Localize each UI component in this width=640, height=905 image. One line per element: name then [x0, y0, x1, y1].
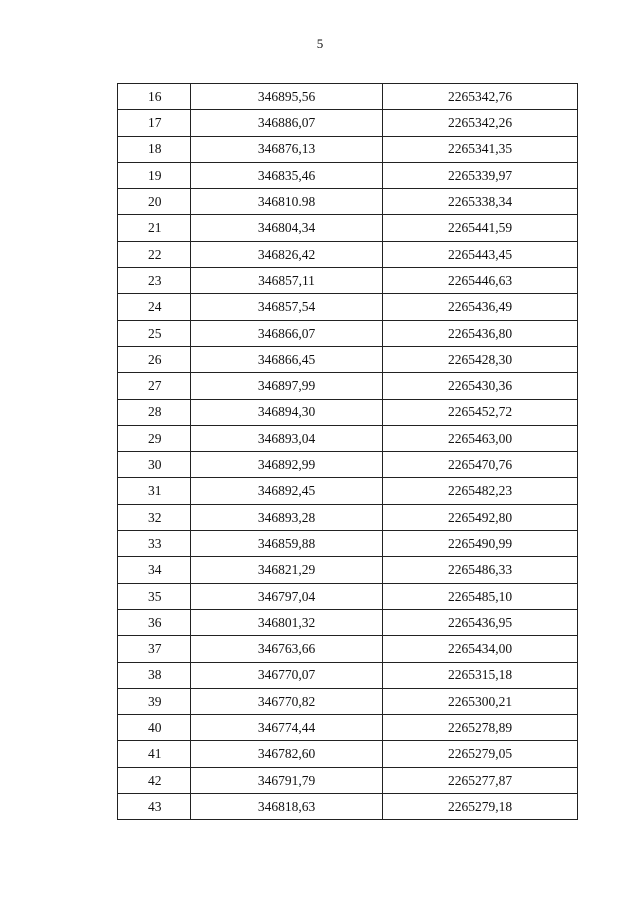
y-coordinate-cell: 2265428,30 [383, 346, 578, 372]
y-coordinate-cell: 2265342,76 [383, 84, 578, 110]
x-coordinate-cell: 346886,07 [191, 110, 383, 136]
point-number-cell: 41 [118, 741, 191, 767]
y-coordinate-cell: 2265278,89 [383, 715, 578, 741]
y-coordinate-cell: 2265342,26 [383, 110, 578, 136]
table-row [118, 452, 578, 478]
point-number-cell: 29 [118, 425, 191, 451]
y-coordinate-cell: 2265486,33 [383, 557, 578, 583]
table-row [118, 688, 578, 714]
y-coordinate-cell: 2265482,23 [383, 478, 578, 504]
point-number-cell: 38 [118, 662, 191, 688]
y-coordinate-cell: 2265279,18 [383, 794, 578, 820]
y-coordinate-cell: 2265443,45 [383, 241, 578, 267]
table-row [118, 662, 578, 688]
y-coordinate-cell: 2265338,34 [383, 189, 578, 215]
table-row [118, 215, 578, 241]
y-coordinate-cell: 2265492,80 [383, 504, 578, 530]
y-coordinate-cell: 2265485,10 [383, 583, 578, 609]
coordinates-table-body [118, 84, 578, 820]
x-coordinate-cell: 346770,07 [191, 662, 383, 688]
y-coordinate-cell: 2265430,36 [383, 373, 578, 399]
y-coordinate-cell: 2265441,59 [383, 215, 578, 241]
x-coordinate-cell: 346892,45 [191, 478, 383, 504]
point-number-cell: 17 [118, 110, 191, 136]
point-number-cell: 35 [118, 583, 191, 609]
point-number-cell: 22 [118, 241, 191, 267]
x-coordinate-cell: 346857,11 [191, 268, 383, 294]
table-row [118, 189, 578, 215]
y-coordinate-cell: 2265300,21 [383, 688, 578, 714]
x-coordinate-cell: 346804,34 [191, 215, 383, 241]
point-number-cell: 40 [118, 715, 191, 741]
table-row [118, 110, 578, 136]
y-coordinate-cell: 2265452,72 [383, 399, 578, 425]
x-coordinate-cell: 346791,79 [191, 767, 383, 793]
x-coordinate-cell: 346770,82 [191, 688, 383, 714]
table-row [118, 162, 578, 188]
table-row [118, 715, 578, 741]
table-row [118, 741, 578, 767]
point-number-cell: 37 [118, 636, 191, 662]
y-coordinate-cell: 2265470,76 [383, 452, 578, 478]
x-coordinate-cell: 346782,60 [191, 741, 383, 767]
point-number-cell: 19 [118, 162, 191, 188]
y-coordinate-cell: 2265277,87 [383, 767, 578, 793]
point-number-cell: 21 [118, 215, 191, 241]
x-coordinate-cell: 346801,32 [191, 609, 383, 635]
table-row [118, 583, 578, 609]
x-coordinate-cell: 346826,42 [191, 241, 383, 267]
point-number-cell: 30 [118, 452, 191, 478]
table-row [118, 794, 578, 820]
point-number-cell: 16 [118, 84, 191, 110]
point-number-cell: 42 [118, 767, 191, 793]
point-number-cell: 33 [118, 531, 191, 557]
x-coordinate-cell: 346893,28 [191, 504, 383, 530]
y-coordinate-cell: 2265339,97 [383, 162, 578, 188]
x-coordinate-cell: 346894,30 [191, 399, 383, 425]
table-row [118, 268, 578, 294]
table-row [118, 557, 578, 583]
y-coordinate-cell: 2265446,63 [383, 268, 578, 294]
table-row [118, 504, 578, 530]
y-coordinate-cell: 2265490,99 [383, 531, 578, 557]
point-number-cell: 24 [118, 294, 191, 320]
table-row [118, 478, 578, 504]
table-row [118, 767, 578, 793]
page-number: 5 [316, 36, 324, 51]
table-row [118, 609, 578, 635]
y-coordinate-cell: 2265436,80 [383, 320, 578, 346]
point-number-cell: 26 [118, 346, 191, 372]
point-number-cell: 20 [118, 189, 191, 215]
point-number-cell: 25 [118, 320, 191, 346]
y-coordinate-cell: 2265436,95 [383, 609, 578, 635]
coordinates-table [117, 83, 578, 820]
x-coordinate-cell: 346866,07 [191, 320, 383, 346]
table-row [118, 531, 578, 557]
table-row [118, 84, 578, 110]
x-coordinate-cell: 346859,88 [191, 531, 383, 557]
table-row [118, 636, 578, 662]
table-row [118, 399, 578, 425]
y-coordinate-cell: 2265315,18 [383, 662, 578, 688]
y-coordinate-cell: 2265463,00 [383, 425, 578, 451]
y-coordinate-cell: 2265341,35 [383, 136, 578, 162]
table-row [118, 241, 578, 267]
table-row [118, 346, 578, 372]
point-number-cell: 18 [118, 136, 191, 162]
point-number-cell: 34 [118, 557, 191, 583]
table-row [118, 425, 578, 451]
point-number-cell: 23 [118, 268, 191, 294]
point-number-cell: 36 [118, 609, 191, 635]
point-number-cell: 31 [118, 478, 191, 504]
point-number-cell: 27 [118, 373, 191, 399]
table-row [118, 136, 578, 162]
x-coordinate-cell: 346892,99 [191, 452, 383, 478]
x-coordinate-cell: 346821,29 [191, 557, 383, 583]
y-coordinate-cell: 2265279,05 [383, 741, 578, 767]
x-coordinate-cell: 346810.98 [191, 189, 383, 215]
table-row [118, 320, 578, 346]
x-coordinate-cell: 346897,99 [191, 373, 383, 399]
table-row [118, 373, 578, 399]
x-coordinate-cell: 346797,04 [191, 583, 383, 609]
x-coordinate-cell: 346876,13 [191, 136, 383, 162]
x-coordinate-cell: 346818,63 [191, 794, 383, 820]
y-coordinate-cell: 2265434,00 [383, 636, 578, 662]
y-coordinate-cell: 2265436,49 [383, 294, 578, 320]
x-coordinate-cell: 346774,44 [191, 715, 383, 741]
x-coordinate-cell: 346895,56 [191, 84, 383, 110]
x-coordinate-cell: 346893,04 [191, 425, 383, 451]
x-coordinate-cell: 346857,54 [191, 294, 383, 320]
point-number-cell: 28 [118, 399, 191, 425]
point-number-cell: 32 [118, 504, 191, 530]
x-coordinate-cell: 346866,45 [191, 346, 383, 372]
x-coordinate-cell: 346763,66 [191, 636, 383, 662]
x-coordinate-cell: 346835,46 [191, 162, 383, 188]
table-row [118, 294, 578, 320]
point-number-cell: 39 [118, 688, 191, 714]
point-number-cell: 43 [118, 794, 191, 820]
